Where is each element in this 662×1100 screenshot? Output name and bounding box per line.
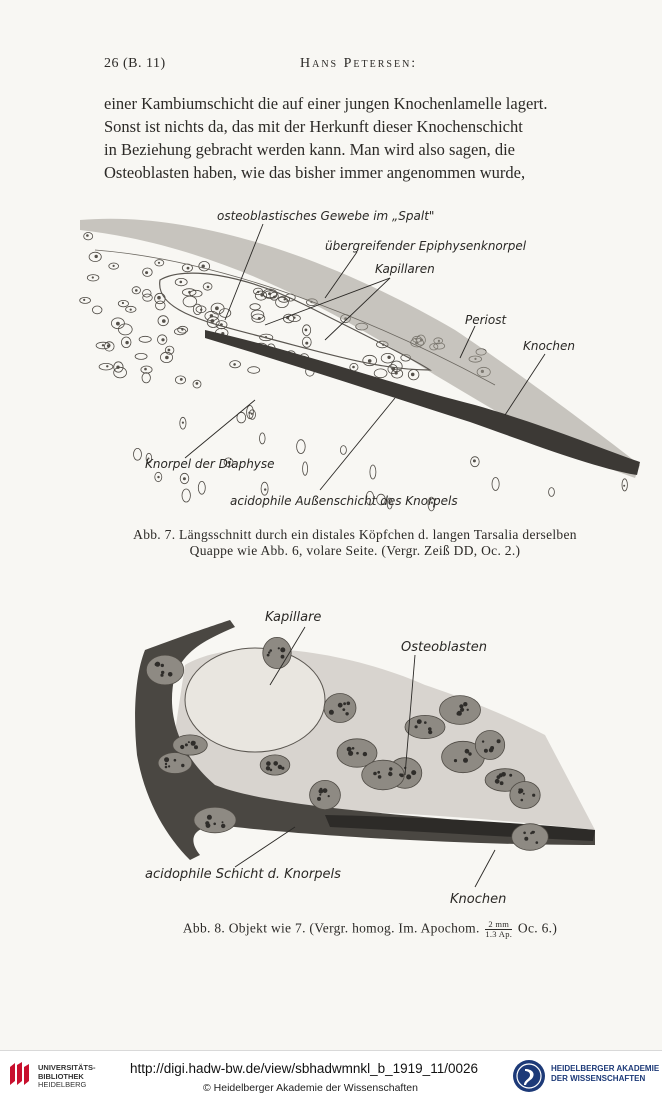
cell [475, 731, 504, 760]
chromatin-granule [523, 832, 526, 835]
chromatin-granule [180, 745, 184, 749]
chromatin-granule [161, 671, 164, 674]
chromatin-granule [467, 709, 469, 711]
chromatin-granule [165, 763, 167, 765]
caption-line: Abb. 7. Längsschnitt durch ein distales Köpfchen d. langen Tarsalia derselben [133, 527, 577, 542]
magnification-fraction [485, 920, 512, 939]
cell-nucleus [130, 309, 132, 311]
cell [92, 306, 102, 314]
chromatin-granule [457, 712, 461, 716]
chromatin-granule [338, 703, 343, 708]
cell [622, 479, 627, 491]
cell [182, 489, 190, 502]
cell [250, 304, 260, 310]
chromatin-granule [407, 774, 411, 778]
cell-nucleus [182, 422, 184, 424]
cell [134, 448, 142, 460]
chromatin-granule [221, 824, 225, 828]
academy-logo-icon[interactable] [512, 1059, 546, 1093]
figure-7-caption [80, 527, 630, 559]
cell-nucleus [258, 317, 261, 320]
chromatin-granule [191, 741, 196, 746]
chromatin-granule [352, 747, 355, 750]
cell-nucleus [106, 365, 108, 367]
chromatin-granule [482, 740, 484, 742]
chromatin-granule [518, 788, 520, 790]
cell-nucleus [260, 293, 263, 296]
cell-nucleus [368, 359, 372, 363]
cell [183, 296, 197, 307]
cell-nucleus [145, 271, 148, 274]
fraction-denominator: 1.3 Ap. [485, 929, 513, 939]
chromatin-granule [174, 759, 177, 762]
academy-line: DER WISSENSCHAFTEN [551, 1074, 646, 1083]
label-capillary: Kapillare [265, 610, 322, 625]
cell [118, 324, 132, 335]
chromatin-granule [377, 771, 380, 774]
chromatin-granule [280, 647, 285, 652]
cell [198, 481, 205, 494]
cell-nucleus [395, 371, 398, 374]
cell [362, 760, 405, 790]
cell-nucleus [102, 344, 104, 346]
chromatin-granule [270, 769, 273, 772]
copyright-notice: © Heidelberger Akademie der Wissenschaften [203, 1082, 418, 1094]
chromatin-granule [161, 664, 164, 667]
chromatin-granule [501, 772, 506, 777]
chromatin-granule [329, 710, 334, 715]
cell-nucleus [95, 255, 98, 258]
chromatin-granule [464, 759, 467, 762]
cell [374, 369, 387, 378]
cell-nucleus [116, 322, 120, 326]
capillary-lumen [185, 648, 325, 752]
chromatin-granule [428, 730, 432, 734]
chromatin-granule [500, 781, 504, 785]
cell-nucleus [162, 319, 166, 323]
chromatin-granule [343, 702, 346, 705]
cell [194, 807, 236, 833]
chromatin-granule [342, 708, 345, 711]
chromatin-granule [207, 815, 212, 820]
chromatin-granule [328, 795, 330, 797]
cell [260, 433, 266, 444]
figure-8 [125, 605, 605, 915]
cell [174, 328, 186, 335]
cell-nucleus [135, 289, 138, 292]
cell [143, 290, 152, 298]
figure-7-drawing [75, 200, 645, 525]
label-epiphyseal-cartilage: übergreifender Epiphysenknorpel [325, 239, 527, 253]
cell-nucleus [165, 356, 169, 360]
cell [99, 363, 113, 370]
chromatin-granule [373, 772, 377, 776]
cell-nucleus [305, 342, 308, 345]
chromatin-granule [160, 674, 163, 677]
cell-nucleus [107, 344, 110, 347]
permalink-url[interactable]: http://digi.hadw-bw.de/view/sbhadwmnkl_b_1919_11/0026 [130, 1061, 478, 1076]
cell [512, 824, 549, 851]
cell [143, 294, 153, 301]
chromatin-granule [484, 749, 488, 753]
cell-nucleus [305, 329, 308, 332]
cell [139, 336, 151, 342]
cell-nucleus [157, 296, 161, 300]
chromatin-granule [454, 759, 457, 762]
chromatin-granule [194, 745, 198, 749]
cell [405, 715, 445, 738]
cell-nucleus [168, 349, 171, 352]
cell-nucleus [83, 299, 85, 301]
chromatin-granule [266, 761, 271, 766]
fraction-numerator: 2 mm [485, 920, 512, 930]
cell-nucleus [125, 341, 128, 344]
chromatin-granule [524, 837, 528, 841]
chromatin-granule [188, 741, 190, 743]
chromatin-granule [168, 672, 173, 677]
chromatin-granule [532, 794, 535, 797]
chromatin-granule [266, 766, 270, 770]
body-text [104, 92, 612, 184]
running-head [104, 56, 612, 76]
cell-nucleus [188, 291, 191, 294]
chromatin-granule [489, 748, 493, 752]
chromatin-granule [497, 739, 501, 743]
cell-nucleus [157, 476, 159, 478]
chromatin-granule [317, 797, 321, 801]
ub-line: BIBLIOTHEK [38, 1071, 84, 1081]
page-number: 26 (B. 11) [104, 56, 166, 71]
body-line: Osteoblasten haben, wie das bisher immer angenommen wurde, [104, 163, 526, 182]
label-periosteum: Periost [465, 313, 507, 327]
label-acidophilic-outer-layer: acidophile Außenschicht des Knorpels [230, 494, 458, 508]
cell [263, 637, 291, 668]
chromatin-granule [378, 775, 382, 779]
chromatin-granule [465, 749, 469, 753]
cell-nucleus [264, 488, 266, 490]
chromatin-granule [345, 712, 348, 715]
running-author: Hans Petersen: [300, 56, 418, 71]
cell [156, 301, 166, 310]
cell-nucleus [180, 378, 183, 381]
cell-nucleus [196, 382, 199, 385]
chromatin-granule [319, 794, 321, 796]
cell-nucleus [200, 309, 202, 311]
cell-nucleus [180, 281, 183, 284]
cell [370, 465, 376, 479]
cell-nucleus [248, 412, 250, 414]
cell-nucleus [144, 368, 147, 371]
label-capillaries: Kapillaren [375, 262, 435, 276]
chromatin-granule [168, 765, 170, 767]
cell [440, 696, 481, 725]
chromatin-granule [521, 799, 524, 802]
chromatin-granule [273, 761, 278, 766]
cell-nucleus [158, 262, 160, 264]
chromatin-granule [323, 788, 328, 793]
chromatin-granule [281, 767, 284, 770]
cell [142, 373, 150, 383]
chromatin-granule [459, 704, 463, 708]
cell-nucleus [86, 234, 89, 237]
academy-name [551, 1064, 659, 1084]
chromatin-granule [463, 702, 467, 706]
chromatin-granule [389, 767, 392, 770]
caption-text: Oc. 6.) [517, 920, 558, 936]
university-library-name [38, 1064, 96, 1090]
cell [549, 488, 555, 497]
cell [303, 462, 308, 475]
chromatin-granule [509, 774, 512, 777]
chromatin-granule [460, 708, 464, 712]
chromatin-granule [468, 752, 471, 755]
caption-text: Abb. 8. Objekt wie 7. (Vergr. homog. Im. Apochom. [182, 920, 480, 936]
chromatin-granule [267, 654, 270, 657]
chromatin-granule [347, 747, 352, 752]
cell [146, 655, 183, 685]
cell-nucleus [215, 306, 219, 310]
chromatin-granule [388, 772, 392, 776]
ub-line: UNIVERSITÄTS- [38, 1063, 96, 1072]
ub-line: HEIDELBERG [38, 1080, 87, 1089]
cell [248, 367, 260, 374]
viewer-footer [0, 1050, 662, 1100]
cell [510, 782, 540, 809]
cell [114, 367, 127, 378]
cell [492, 478, 499, 491]
cell [324, 694, 356, 723]
cell-nucleus [352, 366, 355, 369]
chromatin-granule [400, 774, 404, 778]
chromatin-granule [523, 793, 525, 795]
chromatin-granule [268, 651, 270, 653]
cell-nucleus [92, 276, 94, 278]
chromatin-granule [415, 725, 418, 728]
label-acidophilic-layer: acidophile Schicht d. Knorpels [145, 867, 341, 882]
chromatin-granule [213, 823, 216, 826]
chromatin-granule [495, 779, 500, 784]
academy-line: HEIDELBERGER AKADEMIE [551, 1064, 660, 1073]
chromatin-granule [497, 775, 501, 779]
caption-line: Quappe wie Abb. 6, volare Seite. (Vergr. Zeiß DD, Oc. 2.) [189, 543, 521, 558]
figure-7 [75, 200, 645, 525]
cell-nucleus [473, 459, 476, 462]
chromatin-granule [356, 752, 359, 755]
body-line: Sonst ist nichts da, das mit der Herkunft dieser Knochenschicht [104, 117, 523, 136]
cell-nucleus [387, 356, 390, 359]
label-osteoblasts: Osteoblasten [401, 640, 487, 655]
university-library-logo-icon[interactable] [6, 1059, 36, 1089]
cell-nucleus [187, 267, 190, 270]
chromatin-granule [530, 832, 532, 834]
cell-nucleus [122, 302, 124, 304]
cell [135, 353, 147, 359]
chromatin-granule [281, 655, 285, 659]
cell-nucleus [161, 338, 164, 341]
chromatin-granule [206, 823, 211, 828]
chromatin-granule [269, 649, 272, 652]
label-bone: Knochen [523, 339, 576, 353]
cell-nucleus [268, 292, 271, 295]
label-diaphysis-cartilage: Knorpel der Diaphyse [145, 457, 275, 471]
cell [297, 440, 306, 454]
label-bone: Knochen [450, 892, 507, 907]
cell [310, 780, 341, 809]
figure-8-caption [110, 920, 630, 939]
chromatin-granule [164, 757, 169, 762]
body-line: einer Kambiumschicht die auf einer jungen Knochenlamelle lagert. [104, 94, 548, 113]
chromatin-granule [181, 764, 184, 767]
chromatin-granule [536, 841, 539, 844]
chromatin-granule [417, 721, 420, 724]
figure-8-drawing [125, 605, 605, 915]
cell-nucleus [233, 363, 236, 366]
cell-nucleus [207, 286, 210, 289]
cell [173, 735, 208, 755]
chromatin-granule [320, 788, 323, 791]
cell-nucleus [210, 314, 213, 317]
cell-nucleus [411, 373, 415, 377]
chromatin-granule [155, 662, 160, 667]
chromatin-granule [165, 766, 168, 769]
cell-nucleus [284, 298, 286, 300]
chromatin-granule [533, 831, 535, 833]
chromatin-granule [363, 752, 367, 756]
chromatin-granule [411, 770, 416, 775]
cell-nucleus [113, 265, 115, 267]
chromatin-granule [424, 721, 427, 724]
cell-nucleus [623, 485, 625, 487]
chromatin-granule [347, 702, 351, 706]
label-osteoblastic-tissue: osteoblastisches Gewebe im „Spalt" [217, 209, 435, 223]
cell [340, 446, 346, 455]
chromatin-granule [222, 821, 224, 823]
chromatin-granule [278, 647, 280, 649]
body-line: in Beziehung gebracht werden kann. Man wird also sagen, die [104, 140, 515, 159]
cell [158, 753, 192, 774]
chromatin-granule [185, 743, 188, 746]
cell-nucleus [183, 477, 186, 480]
chromatin-granule [518, 790, 521, 793]
cell-nucleus [251, 413, 253, 415]
